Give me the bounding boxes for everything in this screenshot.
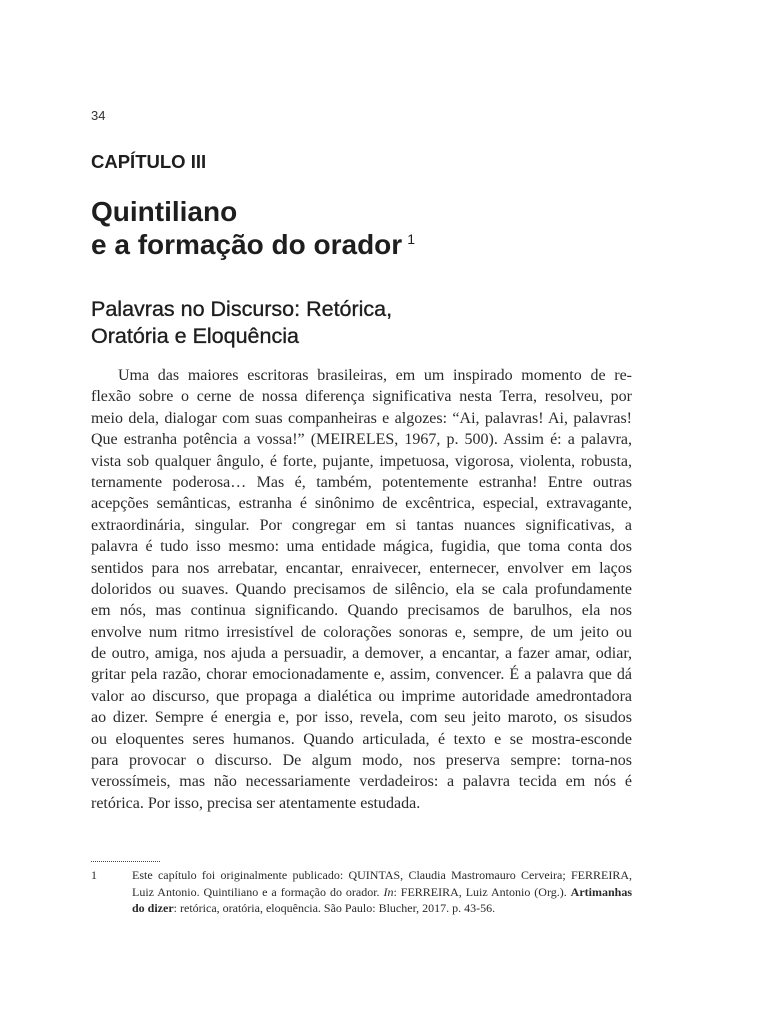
section-heading-line-2: Oratória e Eloquência bbox=[91, 324, 299, 348]
footnote-text-segment: : FERREIRA, Luiz Antonio (Org.). bbox=[393, 884, 571, 899]
body-line: extraordinária, singular. Por congregar em si tantas nuances significativas, a bbox=[91, 516, 632, 534]
body-line: ou eloquentes seres humanos. Quando articulada, é texto e se mostra-esconde bbox=[91, 730, 632, 748]
body-line: Uma das maiores escritoras brasileiras, em um inspirado momento de re- bbox=[118, 367, 632, 384]
body-line: ternamente poderosa… Mas é, também, potentemente estranha! Entre outras bbox=[91, 473, 632, 491]
body-line: retórica. Por isso, precisa ser atentamente estudada. bbox=[91, 794, 421, 812]
body-line: valor ao discurso, que propaga a dialética ou imprime autoridade amedrontadora bbox=[91, 687, 632, 705]
section-heading bbox=[91, 296, 392, 350]
body-line: de outro, amiga, nos ajuda a persuadir, a demover, a encantar, a fazer amar, odiar, bbox=[91, 645, 632, 663]
footnote-text-segment: Luiz Antonio. Quintiliano e a formação do orador. bbox=[132, 884, 384, 899]
body-line: meio dela, dialogar com suas companheiras e algozes: “Ai, palavras! Ai, palavras! bbox=[91, 409, 632, 427]
footnote-text-segment: : retórica, oratória, eloquência. São Paulo: Blucher, 2017. p. 43-56. bbox=[173, 901, 496, 915]
page-number: 34 bbox=[91, 108, 106, 123]
body-line: ao dizer. Sempre é energia e, por isso, revela, com seu jeito maroto, os sisudos bbox=[91, 709, 632, 727]
footnote-italic-segment: In bbox=[383, 884, 394, 899]
body-line: para provocar o discurso. De algum modo, nos preserva sempre: torna-nos bbox=[91, 752, 632, 770]
section-heading-line-1: Palavras no Discurso: Retórica, bbox=[91, 297, 393, 321]
body-line: em nós, mas continua significando. Quando precisamos de barulhos, ela nos bbox=[91, 602, 632, 620]
body-line: palavra é tudo isso mesmo: uma entidade mágica, fugidia, que toma conta dos bbox=[91, 538, 632, 556]
body-line: gritar pela razão, chorar emocionadamente e, assim, convencer. É a palavra que dá bbox=[91, 666, 632, 684]
chapter-title-line-2 bbox=[91, 228, 415, 266]
footnote-line-1: Este capítulo foi originalmente publicado: QUINTAS, Claudia Mastromauro Cerveira; FERREIRA, bbox=[132, 868, 632, 882]
body-line: vista sob qualquer ângulo, é forte, pujante, impetuosa, vigorosa, violenta, robusta, bbox=[91, 452, 632, 470]
footnote-reference: 1 bbox=[407, 231, 415, 247]
footnote-line-2 bbox=[132, 884, 632, 901]
body-line: envolve num ritmo irresistível de colorações sonoras e, sempre, de um jeito ou bbox=[91, 623, 632, 641]
body-line: acepções semânticas, estranha é sinônimo de excêntrica, especial, extravagante, bbox=[91, 495, 632, 513]
body-line: flexão sobre o cerne de nossa diferença significativa nesta Terra, resolveu, por bbox=[91, 388, 632, 406]
body-line: Que estranha potência a vossa!” (MEIRELES, 1967, p. 500). Assim é: a palavra, bbox=[91, 431, 632, 449]
footnote-text bbox=[132, 867, 632, 917]
footnote bbox=[91, 867, 632, 919]
footnote-separator bbox=[91, 861, 160, 862]
footnote-line-3 bbox=[132, 900, 632, 917]
chapter-label: CAPÍTULO III bbox=[91, 151, 207, 172]
footnote-bold-segment: do dizer bbox=[132, 901, 174, 915]
footnote-number: 1 bbox=[91, 868, 97, 882]
footnote-bold-segment: Artimanhas bbox=[570, 884, 633, 899]
chapter-title-line-2-text: e a formação do orador bbox=[91, 229, 403, 260]
chapter-title bbox=[91, 195, 415, 266]
body-paragraph bbox=[91, 365, 632, 814]
body-line: sentidos para nos arrebatar, encantar, enraivecer, enternecer, envolver em laços bbox=[91, 559, 632, 577]
chapter-title-line-1: Quintiliano bbox=[91, 196, 238, 227]
body-line: doloridos ou suaves. Quando precisamos de silêncio, ela se cala profundamente bbox=[91, 580, 632, 598]
body-line: verossímeis, mas não necessariamente verdadeiros: a palavra tecida em nós é bbox=[91, 773, 632, 791]
